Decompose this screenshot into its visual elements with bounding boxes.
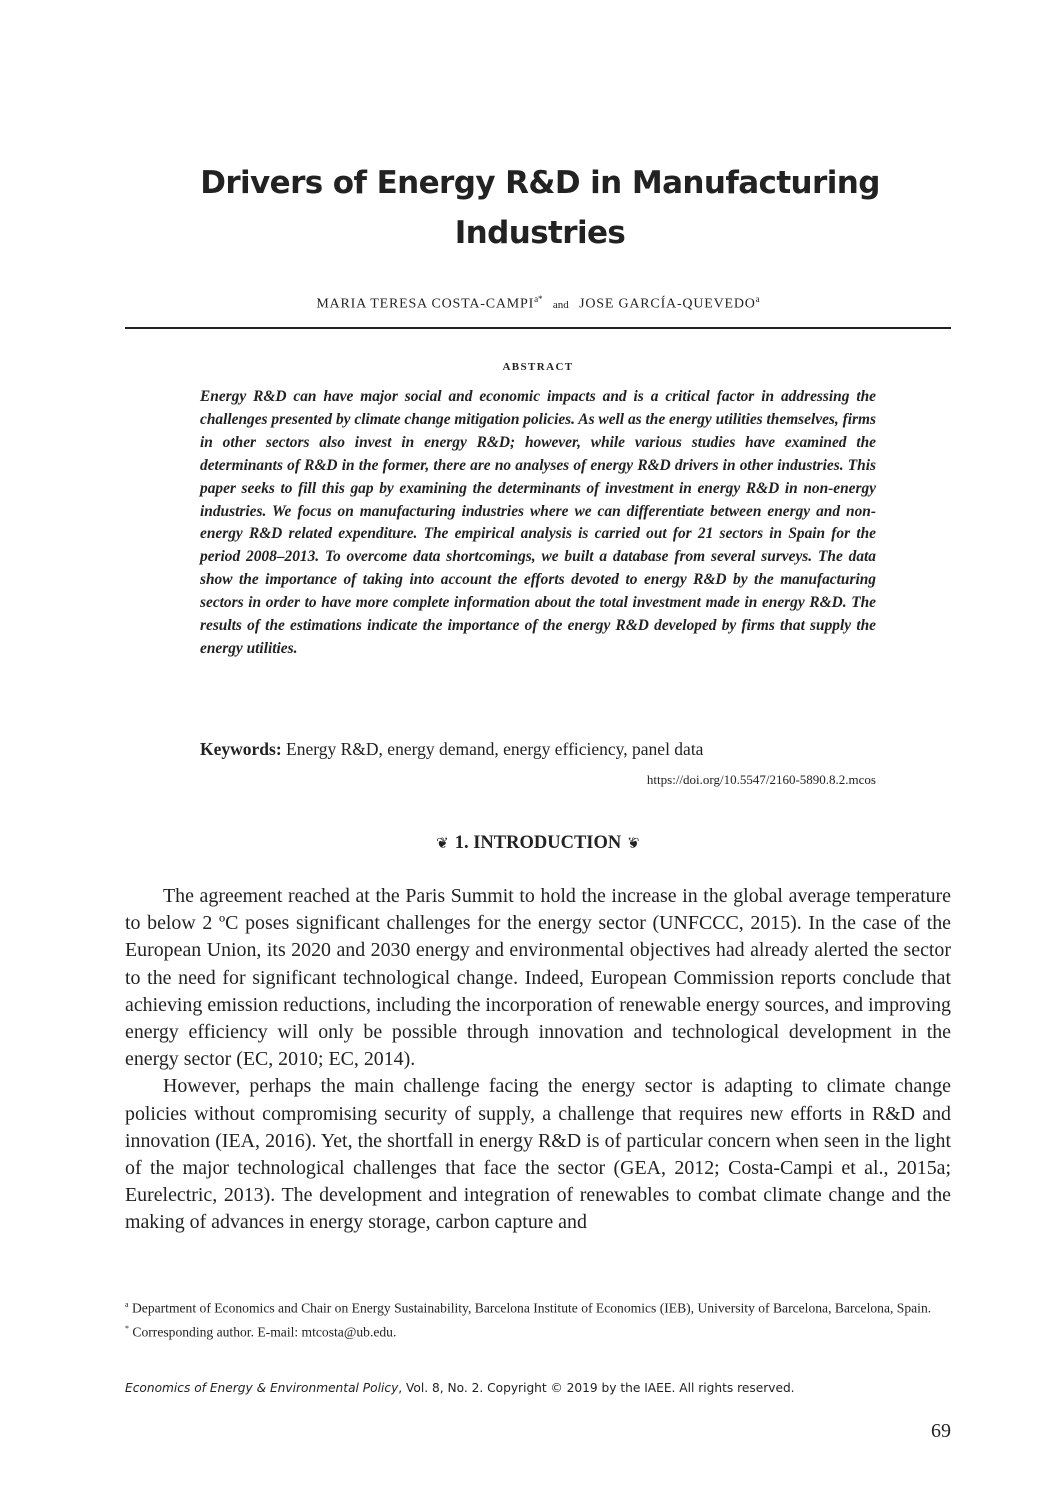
footnotes — [125, 1295, 951, 1342]
abstract-heading: ABSTRACT — [502, 361, 574, 373]
section-title: 1. INTRODUCTION — [454, 833, 622, 853]
header-divider — [125, 327, 951, 329]
footnote — [125, 1295, 951, 1319]
ornament-icon: ❦ — [436, 836, 449, 852]
paper-title: Drivers of Energy R&D in Manufacturing Industries — [200, 165, 880, 251]
author-name: MARIA TERESA COSTA-CAMPI — [316, 296, 535, 312]
journal-name: Economics of Energy & Environmental Policy — [125, 1381, 399, 1395]
paragraph: However, perhaps the main challenge facing the energy sector is adapting to climate change policies without compromising security of supply, a challenge that requires new efforts in R&D and innovation (IEA, 2016). Yet, the shortfall in energy R&D is of particular concern when seen in the light of the major technological challenges that face the sector (GEA, 2012; Costa-Campi et al., 2015a; Eurelectric, 2013). The development and integration of renewables to combat climate change and the making of advances in energy storage, carbon capture and — [125, 1075, 951, 1234]
footnote-marker: * — [125, 1323, 129, 1333]
author-name: JOSE GARCÍA-QUEVEDO — [579, 296, 756, 312]
copyright-line — [125, 1381, 951, 1395]
abstract-text: Energy R&D can have major social and economic impacts and is a critical factor in addressing the challenges presented by climate change mitigation policies. As well as the energy utilities themselves, firms in other sectors also invest in energy R&D; however, while various studies have examined the determinants of R&D in the former, there are no analyses of energy R&D drivers in other industries. This paper seeks to fill this gap by examining the determinants of investment in energy R&D in non-energy industries. We focus on manufacturing industries where we can differentiate between energy and non-energy R&D related expenditure. The empirical analysis is carried out for 21 sectors in Spain for the period 2008–2013. To overcome data shortcomings, we built a database from several surveys. The data show the importance of taking into account the efforts devoted to energy R&D by the manufacturing sectors in order to have more complete information about the total investment made in energy R&D. The results of the estimations indicate the importance of the energy R&D developed by firms that supply the energy utilities. — [200, 388, 876, 657]
footnote-marker: a — [125, 1300, 129, 1309]
author-line — [125, 294, 951, 313]
footnote-text: Corresponding author. E-mail: mtcosta@ub.edu. — [132, 1324, 397, 1340]
keywords-label: Keywords: — [200, 739, 282, 759]
keywords — [200, 739, 876, 760]
doi-link[interactable]: https://doi.org/10.5547/2160-5890.8.2.mcos — [646, 772, 876, 787]
copyright-text: , Vol. 8, No. 2. Copyright © 2019 by the IAEE. All rights reserved. — [398, 1381, 795, 1395]
author-conjunction: and — [552, 298, 569, 311]
footnote — [125, 1319, 951, 1343]
footnote-text: Department of Economics and Chair on Energy Sustainability, Barcelona Institute of Economics (IEB), University of Barcelona, Barcelona, Spain. — [131, 1300, 932, 1316]
page-number: 69 — [931, 1420, 951, 1442]
paragraph: The agreement reached at the Paris Summit to hold the increase in the global average temperature to below 2 ºC poses significant challenges for the energy sector (UNFCCC, 2015). In the case of the European Union, its 2020 and 2030 energy and environmental objectives had already alerted the sector to the need for significant technological change. Indeed, European Commission reports conclude that achieving emission reductions, including the incorporation of renewable energy sources, and improving energy efficiency will only be possible through innovation and technological development in the energy sector (EC, 2010; EC, 2014). — [125, 885, 951, 1071]
author-affiliation-marker: a* — [534, 294, 543, 304]
section-heading — [125, 833, 951, 854]
body-text — [125, 883, 951, 1237]
ornament-icon: ❦ — [627, 836, 640, 852]
author-affiliation-marker: a — [755, 294, 760, 304]
keywords-list: Energy R&D, energy demand, energy efficiency, panel data — [286, 739, 704, 759]
